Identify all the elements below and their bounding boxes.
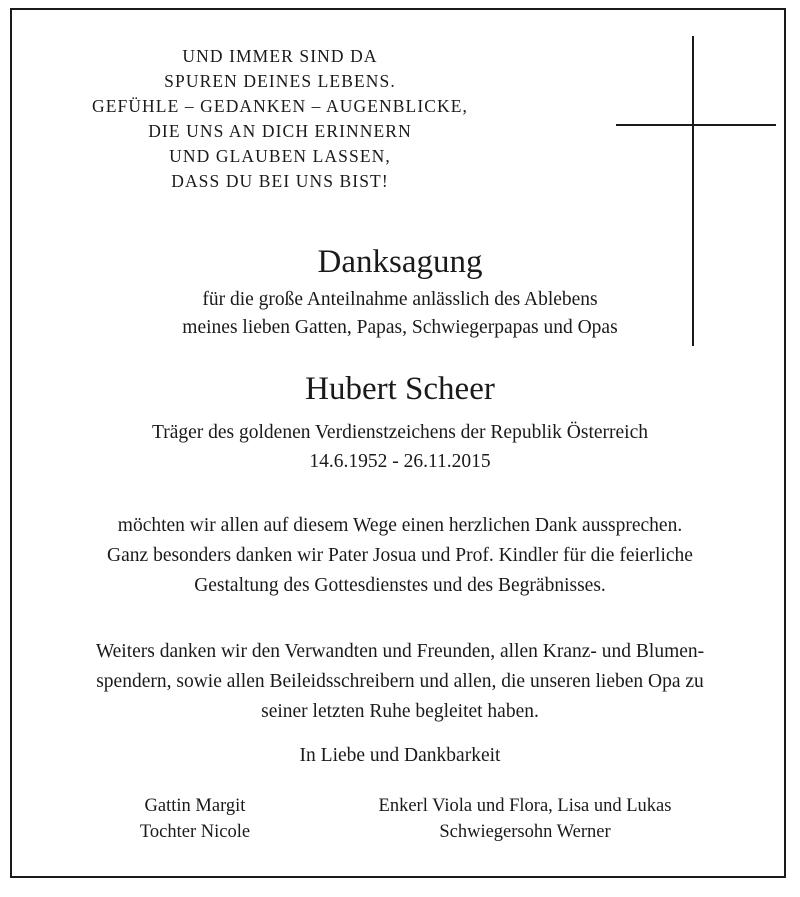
- closing-phrase: In Liebe und Dankbarkeit: [299, 745, 501, 766]
- thanks-paragraph-2: [0, 637, 800, 727]
- thanks-paragraph-1: [0, 511, 800, 601]
- notice-subheading: [0, 286, 800, 342]
- deceased-name: Hubert Scheer: [305, 371, 495, 407]
- signatures-right: [340, 793, 710, 845]
- verse-line: DIE UNS AN DICH ERINNERN: [148, 121, 412, 141]
- verse-line: DASS DU BEI UNS BIST!: [171, 171, 389, 191]
- subheading-line: meines lieben Gatten, Papas, Schwiegerpapas und Opas: [182, 317, 618, 338]
- paragraph-line: Ganz besonders danken wir Pater Josua und Prof. Kindler für die feierliche: [107, 545, 693, 566]
- verse-line: UND GLAUBEN LASSEN,: [169, 146, 391, 166]
- signatures-left: [120, 793, 270, 845]
- signature-line: Gattin Margit: [144, 796, 246, 816]
- paragraph-line: spendern, sowie allen Beileidsschreibern und allen, die unseren lieben Opa zu: [96, 671, 704, 692]
- deceased-title: Träger des goldenen Verdienstzeichens der Republik Österreich: [151, 422, 649, 443]
- verse-line: GEFÜHLE – GEDANKEN – AUGENBLICKE,: [91, 96, 469, 116]
- life-dates: 14.6.1952 - 26.11.2015: [309, 451, 491, 472]
- signature-line: Tochter Nicole: [139, 822, 251, 842]
- cross-horizontal-bar: [616, 124, 776, 126]
- signature-line: Enkerl Viola und Flora, Lisa und Lukas: [378, 796, 672, 816]
- notice-heading: Danksagung: [317, 244, 483, 280]
- memorial-verse: [20, 44, 540, 194]
- paragraph-line: seiner letzten Ruhe begleitet haben.: [261, 701, 539, 722]
- signature-line: Schwiegersohn Werner: [439, 822, 611, 842]
- deceased-info: [0, 418, 800, 476]
- paragraph-line: möchten wir allen auf diesem Wege einen herzlichen Dank aussprechen.: [117, 515, 683, 536]
- paragraph-line: Gestaltung des Gottesdienstes und des Begräbnisses.: [194, 575, 606, 596]
- verse-line: SPUREN DEINES LEBENS.: [164, 71, 396, 91]
- subheading-line: für die große Anteilnahme anlässlich des Ablebens: [202, 289, 598, 310]
- verse-line: UND IMMER SIND DA: [182, 46, 378, 66]
- paragraph-line: Weiters danken wir den Verwandten und Freunden, allen Kranz- und Blumen-: [95, 641, 705, 662]
